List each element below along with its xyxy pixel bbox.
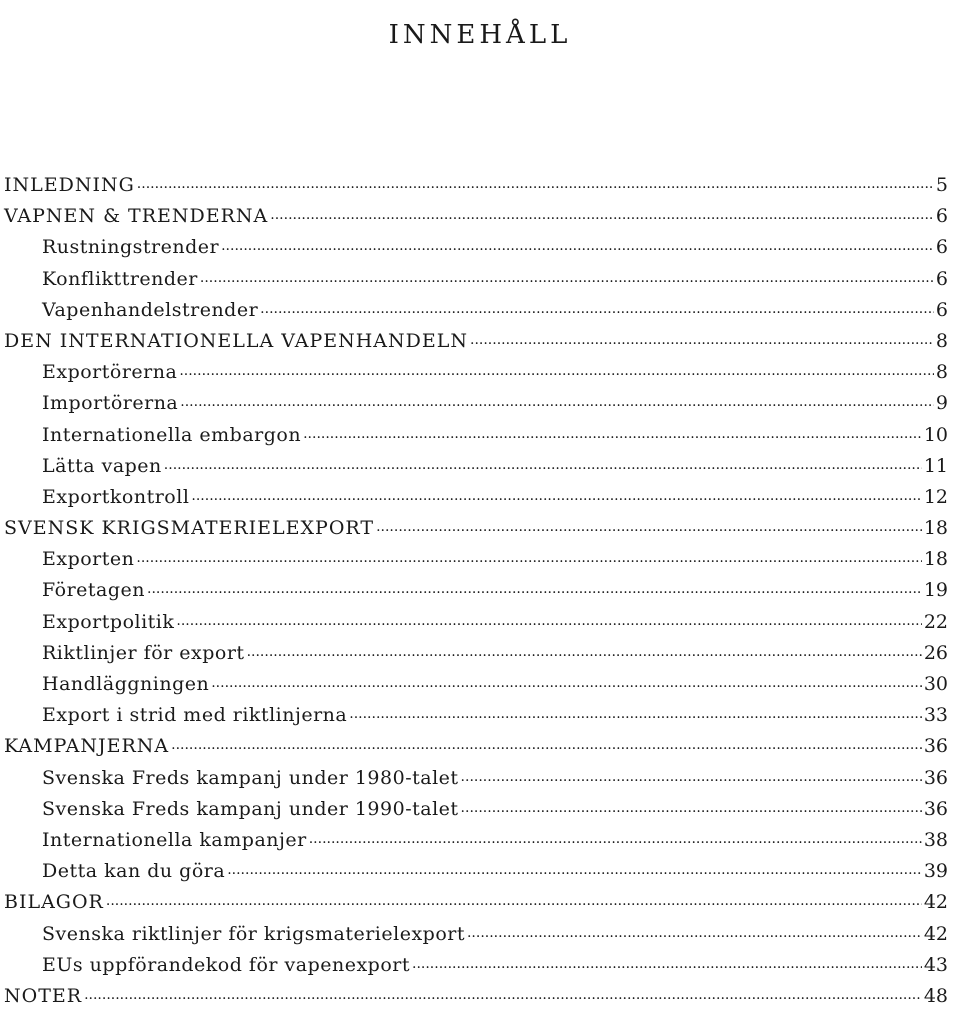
toc-entry-label: BILAGOR [4, 891, 104, 914]
dot-leader [176, 609, 921, 628]
toc-entry-page-number: 33 [923, 704, 948, 727]
toc-entry-page-number: 22 [923, 610, 948, 633]
toc-subsection-entry [4, 827, 948, 858]
toc-entry-page-number: 42 [923, 891, 948, 914]
toc-entry-page-number: 36 [923, 735, 948, 758]
toc-entry-page-number: 48 [923, 984, 948, 1007]
toc-subsection-entry [4, 422, 948, 453]
toc-section-entry [4, 203, 948, 234]
dot-leader [260, 297, 934, 316]
toc-subsection-entry [4, 765, 948, 796]
toc-entry-page-number: 36 [923, 797, 948, 820]
toc-subsection-entry [4, 266, 948, 297]
toc-subsection-entry [4, 702, 948, 733]
dot-leader [84, 983, 922, 1002]
toc-entry-page-number: 43 [923, 953, 948, 976]
toc-entry-label: Exportkontroll [42, 485, 190, 508]
toc-entry-label: Svenska Freds kampanj under 1990-talet [42, 797, 459, 820]
dot-leader [303, 422, 922, 441]
toc-subsection-entry [4, 858, 948, 889]
table-of-contents [4, 172, 948, 1014]
toc-entry-page-number: 30 [923, 673, 948, 695]
toc-entry-label: Internationella embargon [42, 423, 302, 446]
toc-entry-label: VAPNEN & TRENDERNA [4, 205, 269, 228]
toc-section-entry [4, 983, 948, 1014]
page-title: INNEHÅLL [388, 20, 572, 50]
toc-subsection-entry [4, 359, 948, 390]
toc-entry-page-number: 36 [923, 766, 948, 789]
toc-section-entry [4, 889, 948, 920]
dot-leader [470, 328, 934, 347]
dot-leader [247, 640, 922, 659]
toc-entry-label: SVENSK KRIGSMATERIELEXPORT [4, 517, 375, 540]
dot-leader [171, 733, 922, 752]
dot-leader [147, 577, 922, 596]
toc-subsection-entry [4, 796, 948, 827]
toc-subsection-entry [4, 390, 948, 421]
toc-entry-label: Företagen [42, 579, 146, 602]
dot-leader [376, 515, 922, 534]
toc-entry-page-number: 8 [935, 329, 948, 352]
toc-subsection-entry [4, 546, 948, 577]
dot-leader [270, 203, 934, 222]
dot-leader [461, 765, 922, 784]
toc-subsection-entry [4, 640, 948, 671]
toc-entry-label: Exportörerna [42, 361, 178, 384]
toc-subsection-entry [4, 453, 948, 484]
dot-leader [180, 390, 934, 409]
toc-subsection-entry [4, 577, 948, 608]
toc-entry-label: Detta kan du göra [42, 860, 226, 883]
dot-leader [106, 889, 922, 908]
toc-entry-label: Export i strid med riktlinjerna [42, 704, 348, 727]
dot-leader [137, 172, 934, 191]
toc-entry-label: Svenska Freds kampanj under 1980-talet [42, 766, 459, 789]
toc-entry-page-number: 19 [923, 579, 948, 602]
dot-leader [227, 858, 922, 877]
toc-entry-page-number: 26 [923, 641, 948, 664]
toc-subsection-entry [4, 952, 948, 983]
toc-section-entry [4, 515, 948, 546]
toc-entry-page-number: 38 [923, 828, 948, 851]
toc-entry-label: INLEDNING [4, 174, 135, 196]
dot-leader [221, 234, 934, 253]
toc-entry-page-number: 11 [923, 454, 948, 477]
toc-entry-label: Importörerna [42, 392, 179, 415]
toc-entry-label: Rustningstrender [42, 236, 220, 259]
dot-leader [136, 546, 921, 565]
toc-entry-page-number: 18 [923, 548, 948, 571]
dot-leader [200, 266, 934, 285]
dot-leader [349, 702, 922, 721]
toc-entry-label: Vapenhandelstrender [42, 298, 259, 321]
toc-entry-page-number: 8 [935, 361, 948, 384]
toc-entry-label: Exporten [42, 548, 135, 571]
toc-entry-page-number: 6 [935, 267, 948, 290]
toc-section-entry [4, 172, 948, 203]
dot-leader [211, 671, 922, 690]
toc-entry-label: EUs uppförandekod för vapenexport [42, 953, 410, 976]
toc-entry-page-number: 6 [935, 205, 948, 228]
dot-leader [191, 484, 921, 503]
toc-entry-page-number: 42 [923, 922, 948, 945]
toc-entry-label: Lätta vapen [42, 454, 162, 477]
toc-entry-page-number: 9 [935, 392, 948, 415]
toc-entry-label: Konflikttrender [42, 267, 198, 290]
toc-entry-label: Exportpolitik [42, 610, 175, 633]
dot-leader [412, 952, 922, 971]
toc-entry-page-number: 6 [935, 298, 948, 321]
toc-entry-label: Svenska riktlinjer för krigsmaterielexport [42, 922, 465, 945]
toc-entry-label: KAMPANJERNA [4, 735, 170, 758]
toc-entry-label: Handläggningen [42, 673, 210, 695]
toc-entry-label: Internationella kampanjer [42, 828, 307, 851]
toc-entry-page-number: 12 [923, 485, 948, 508]
toc-entry-page-number: 5 [935, 174, 948, 196]
toc-subsection-entry [4, 234, 948, 265]
toc-subsection-entry [4, 921, 948, 952]
dot-leader [461, 796, 922, 815]
toc-entry-page-number: 6 [935, 236, 948, 259]
dot-leader [179, 359, 934, 378]
toc-subsection-entry [4, 484, 948, 515]
dot-leader [467, 921, 922, 940]
toc-entry-page-number: 39 [923, 860, 948, 883]
toc-entry-label: Riktlinjer för export [42, 641, 245, 664]
toc-entry-page-number: 10 [923, 423, 948, 446]
toc-entry-label: DEN INTERNATIONELLA VAPENHANDELN [4, 329, 468, 352]
toc-subsection-entry [4, 297, 948, 328]
dot-leader [309, 827, 922, 846]
toc-section-entry [4, 328, 948, 359]
dot-leader [164, 453, 922, 472]
toc-section-entry [4, 733, 948, 764]
toc-entry-label: NOTER [4, 984, 83, 1007]
toc-subsection-entry [4, 671, 948, 702]
toc-entry-page-number: 18 [923, 517, 948, 540]
toc-subsection-entry [4, 609, 948, 640]
